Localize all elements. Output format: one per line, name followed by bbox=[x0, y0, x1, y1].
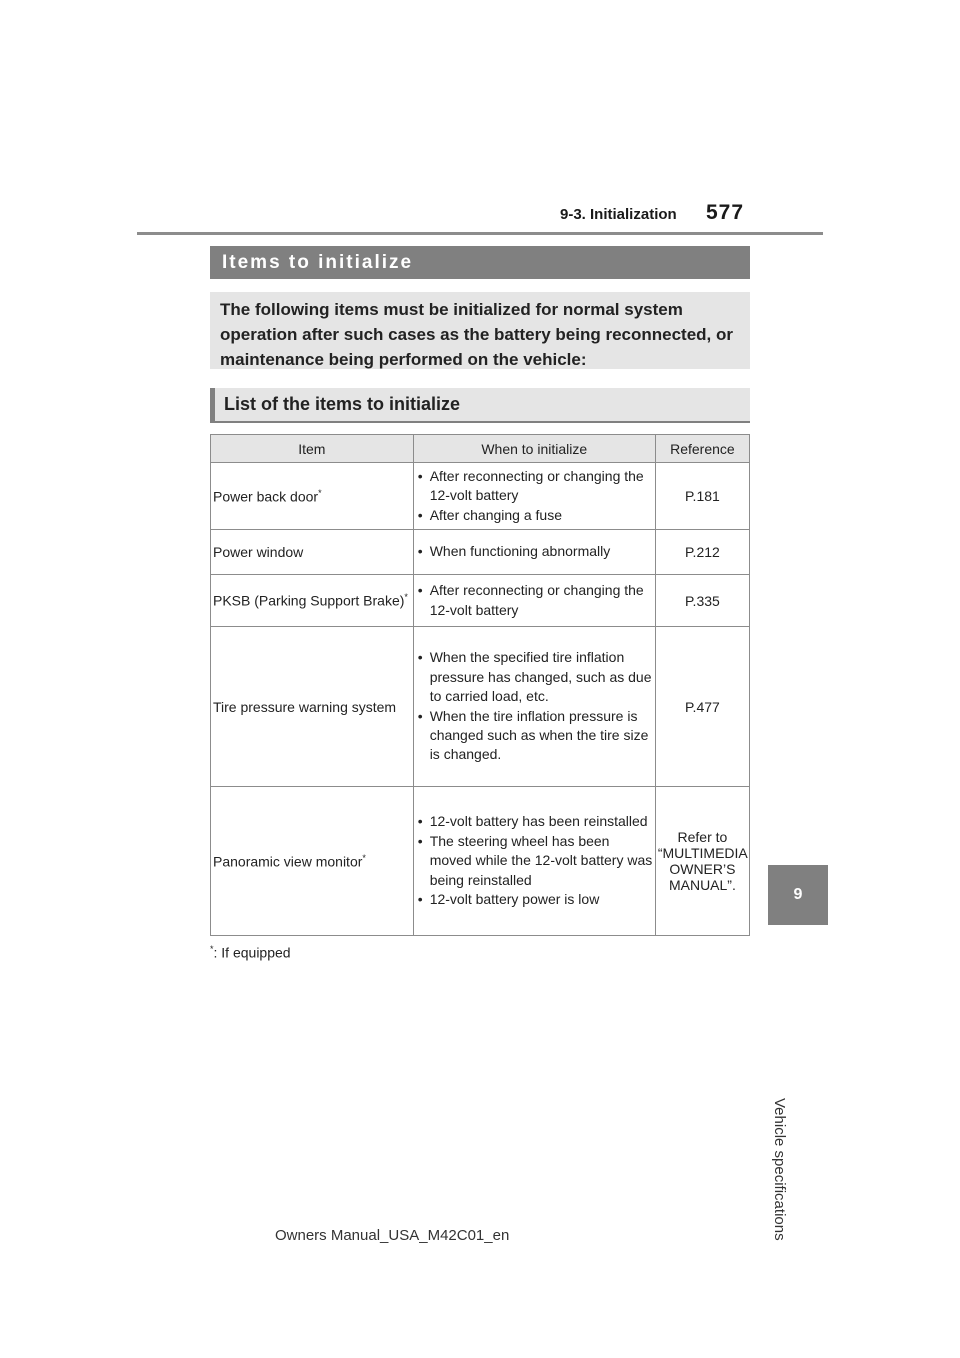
footnote-mark: * bbox=[404, 592, 408, 603]
chapter-tab[interactable]: 9 bbox=[768, 865, 828, 925]
table-body bbox=[211, 463, 750, 936]
condition-list bbox=[416, 812, 653, 909]
item-cell bbox=[211, 463, 414, 530]
table-row bbox=[211, 787, 750, 936]
condition-list bbox=[416, 542, 653, 561]
column-header-when: When to initialize bbox=[413, 435, 655, 463]
footer-text: Owners Manual_USA_M42C01_en bbox=[275, 1227, 510, 1244]
footnote-mark: * bbox=[210, 944, 214, 954]
table-row bbox=[211, 575, 750, 627]
subsection-title: List of the items to initialize bbox=[210, 388, 750, 423]
table-header-row bbox=[211, 435, 750, 463]
condition-list bbox=[416, 581, 653, 620]
condition-list bbox=[416, 467, 653, 525]
header-rule bbox=[137, 232, 823, 235]
condition-item: • 12-volt battery power is low bbox=[416, 890, 653, 909]
when-cell bbox=[413, 463, 655, 530]
condition-item: • 12-volt battery has been reinstalled bbox=[416, 812, 653, 831]
page-number: 577 bbox=[706, 201, 745, 224]
item-cell bbox=[211, 787, 414, 936]
condition-list bbox=[416, 648, 653, 764]
footnote-mark: * bbox=[362, 852, 366, 863]
column-header-reference: Reference bbox=[655, 435, 749, 463]
reference-link[interactable]: Refer to “MULTIMEDIA OWNER’S MANUAL”. bbox=[655, 787, 749, 936]
initialize-table bbox=[210, 434, 750, 936]
condition-item: • After reconnecting or changing the 12-volt battery bbox=[416, 581, 653, 620]
column-header-item: Item bbox=[211, 435, 414, 463]
intro-text: The following items must be initialized for normal system operation after such cases as the battery being reconnected, or maintenance being performed on the vehicle: bbox=[210, 292, 750, 369]
reference-link[interactable]: P.212 bbox=[655, 530, 749, 575]
condition-item: • The steering wheel has been moved while the 12-volt battery was being reinstalled bbox=[416, 832, 653, 890]
reference-link[interactable]: P.181 bbox=[655, 463, 749, 530]
page-title: Items to initialize bbox=[210, 246, 750, 279]
table-row bbox=[211, 530, 750, 575]
reference-link[interactable]: P.477 bbox=[655, 627, 749, 787]
item-name: Power window bbox=[213, 544, 304, 560]
footnote-mark: * bbox=[318, 487, 322, 498]
when-cell bbox=[413, 530, 655, 575]
condition-item: • When the tire inflation pressure is changed such as when the tire size is changed. bbox=[416, 707, 653, 765]
condition-item: • After changing a fuse bbox=[416, 506, 653, 525]
table-row bbox=[211, 463, 750, 530]
item-name: PKSB (Parking Support Brake) bbox=[213, 592, 405, 609]
item-name: Tire pressure warning system bbox=[213, 698, 397, 715]
when-cell bbox=[413, 787, 655, 936]
condition-item: • When the specified tire inflation pressure has changed, such as due to carried load, etc. bbox=[416, 648, 653, 706]
when-cell bbox=[413, 575, 655, 627]
footnote-text: : If equipped bbox=[213, 944, 291, 961]
when-cell bbox=[413, 627, 655, 787]
reference-link[interactable]: P.335 bbox=[655, 575, 749, 627]
condition-item: • When functioning abnormally bbox=[416, 542, 653, 561]
condition-item: • After reconnecting or changing the 12-volt battery bbox=[416, 467, 653, 506]
item-cell bbox=[211, 530, 414, 575]
footnote bbox=[210, 944, 291, 961]
section-title: 9-3. Initialization bbox=[560, 206, 677, 223]
table-row bbox=[211, 627, 750, 787]
item-name: Panoramic view monitor bbox=[213, 853, 363, 870]
chapter-title: Vehicle specifications bbox=[771, 1098, 788, 1241]
item-cell bbox=[211, 627, 414, 787]
item-name: Power back door bbox=[213, 488, 319, 505]
item-cell bbox=[211, 575, 414, 627]
